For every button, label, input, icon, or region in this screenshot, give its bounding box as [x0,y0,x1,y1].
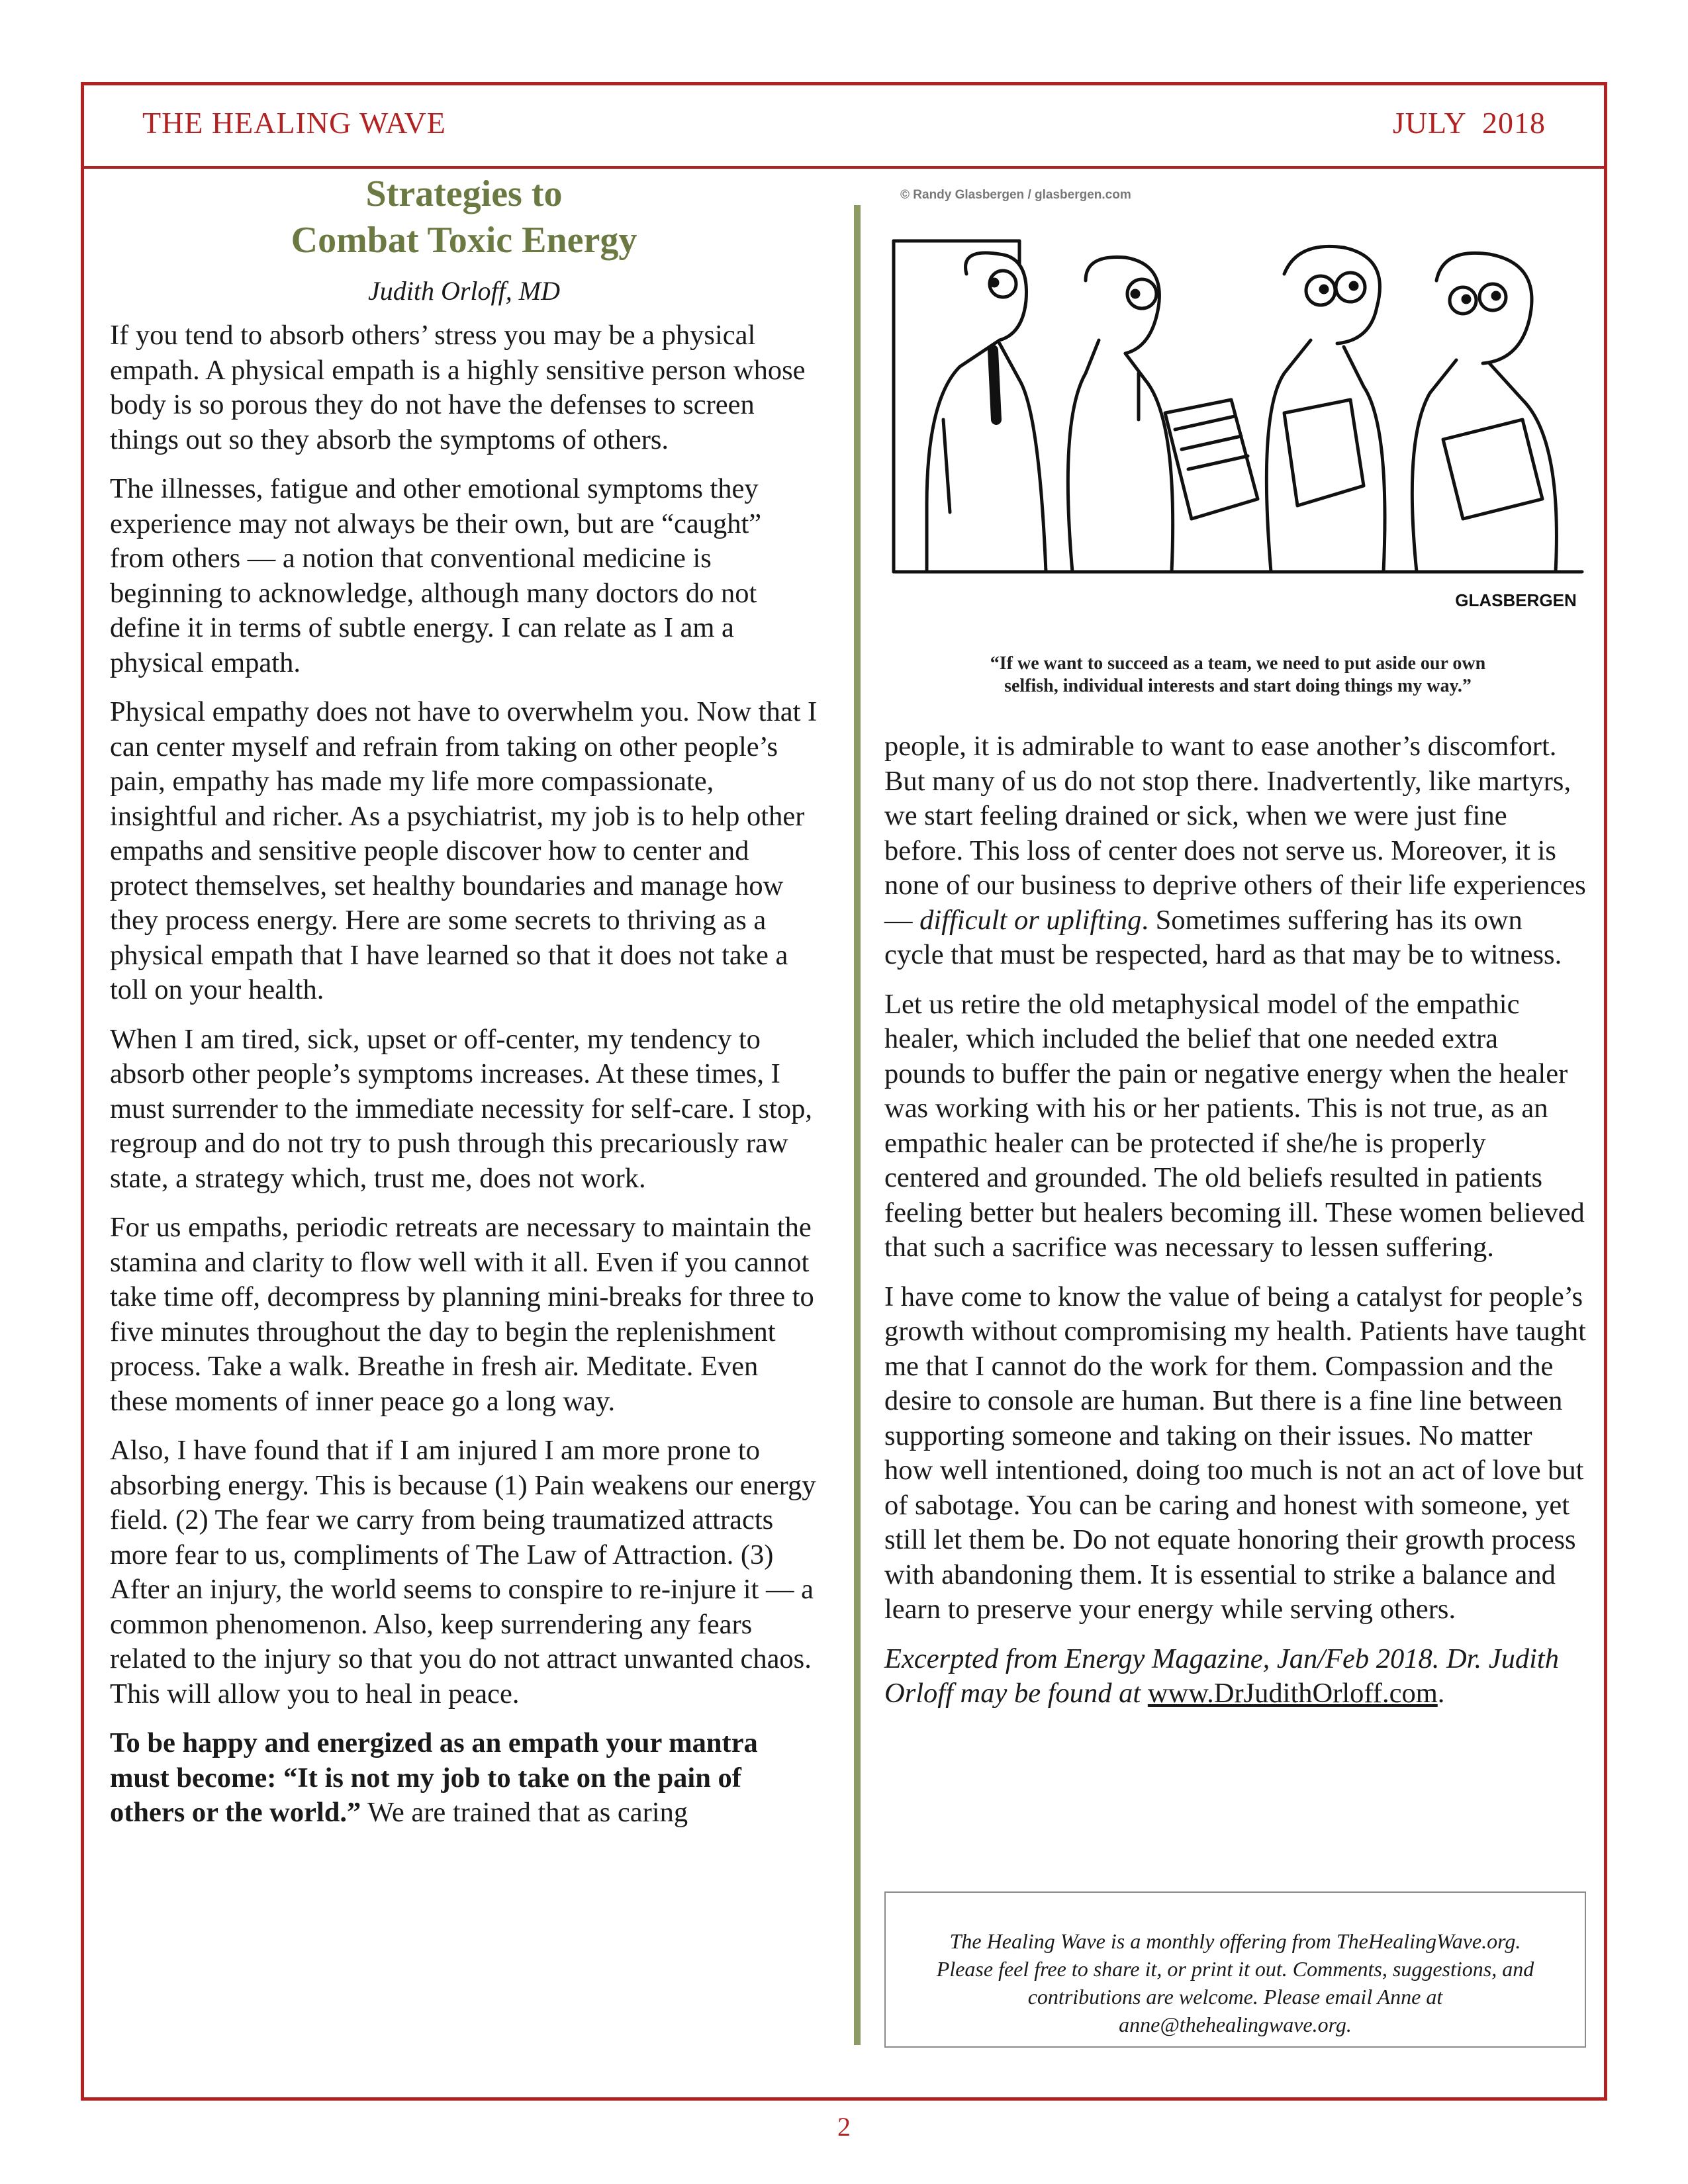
excerpt-credit [884,1642,1586,1711]
cartoon-copyright: © Randy Glasbergen / glasbergen.com [900,188,1131,202]
issue-date: JULY 2018 [1392,106,1546,140]
paragraph: I have come to know the value of being a catalyst for people’s growth without compromising my health. Patients have taught me that I cannot do the work for them. Compassion and the desire to console are human. But there is a fine line between supporting someone and taking on their issues. No matter how well intentioned, doing too much is not an act of love but of sabotage. You can be caring and honest with someone, yet still let them be. Do not equate honoring their growth process with abandoning them. It is essential to strike a balance and learn to preserve your energy while serving others. [884,1281,1586,1625]
contact-email[interactable]: anne@thehealingwave.org. [1119,2013,1352,2036]
cartoon-caption-line1: “If we want to succeed as a team, we need to put aside our own [990,653,1486,674]
info-line: Please feel free to share it, or print it out. Comments, suggestions, and [936,1957,1534,1981]
article-title-line1: Strategies to [365,173,563,214]
mantra-paragraph [110,1726,818,1831]
paragraph-text: . Sometimes suffering has its own cycle that must be respected, hard as that may be to witness. [884,904,1562,970]
mantra-continuation: We are trained that as caring [361,1797,688,1828]
page-number: 2 [837,2112,851,2142]
paragraph: Let us retire the old metaphysical model of the empathic healer, which included the belief that one needed extra pounds to buffer the pain or negative energy when the healer was working with his or her patients. This is not true, as an empathic healer can be protected if she/he is properly centered and grounded. The old beliefs resulted in patients feeling better but healers becoming ill. These women believed that such a sacrifice was necessary to lessen suffering. [884,988,1585,1263]
paragraph-text: people, it is admirable to want to ease another’s discomfort. But many of us do not stop there. Inadvertently, like martyrs, we start feeling drained or sick, when we were just fine before. This loss of center does not serve us. Moreover, it is none of our business to deprive others of their life experiences — [884,731,1586,936]
cartoon-caption-line2: selfish, individual interests and start doing things my way.” [1004,676,1472,696]
emphasis-text: difficult or uplifting [919,904,1142,936]
paragraph [884,729,1586,973]
excerpt-text: Excerpted from Energy Magazine, Jan/Feb 2018. Dr. Judith Orloff may be found at [884,1643,1559,1709]
paragraph: When I am tired, sick, upset or off-center, my tendency to absorb other people’s symptoms increases. At these times, I must surrender to the immediate necessity for self-care. I stop, regroup and do not try to push through this precariously raw state, a strategy which, trust me, does not work. [110,1023,812,1194]
left-column [110,171,818,1845]
article-author: Judith Orloff, MD [368,276,560,306]
article-title-line2: Combat Toxic Energy [291,220,637,261]
info-line: contributions are welcome. Please email Anne at [1027,1985,1443,2009]
newsletter-header [84,85,1604,169]
paragraph: Physical empathy does not have to overwhelm you. Now that I can center myself and refrain from taking on other people’s pain, empathy has made my life more compassionate, insightful and richer. As a psychiatrist, my job is to help other empaths and sensitive people discover how to center and protect themselves, set healthy boundaries and manage how they process energy. Here are some secrets to thriving as a physical empath that I have learned so that it does not take a toll on your health. [110,696,818,1005]
cartoon-caption [887,653,1589,698]
excerpt-end: . [1437,1678,1445,1709]
mantra-text: To be happy and energized as an empath your mantra must become: “It is not my job to take on the pain of others or the world.” [110,1727,758,1828]
info-line: The Healing Wave is a monthly offering from TheHealingWave.org. [949,1929,1521,1953]
cartoon-illustration [887,201,1589,664]
paragraph: Also, I have found that if I am injured I am more prone to absorbing energy. This is because (1) Pain weakens our energy field. (2) The fear we carry from being traumatized attracts more fear to us, compliments of The Law of Attraction. (3) After an injury, the world seems to conspire to re-injure it — a common phenomenon. Also, keep surrendering any fears related to the injury so that you do not attract unwanted chaos. This will allow you to heal in peace. [110,1435,816,1709]
newsletter-title: THE HEALING WAVE [142,106,446,140]
right-column [884,729,1586,1726]
newsletter-info-box [884,1891,1586,2048]
article-title [110,171,818,263]
column-divider [854,205,861,2045]
paragraph: For us empaths, periodic retreats are necessary to maintain the stamina and clarity to flow well with it all. Even if you cannot take time off, decompress by planning mini-breaks for three to five minutes throughout the day to begin the replenishment process. Take a walk. Breathe in fresh air. Meditate. Even these moments of inner peace go a long way. [110,1212,814,1417]
cartoon-signature: GLASBERGEN [1455,590,1577,610]
cartoon [887,188,1589,717]
paragraph: The illnesses, fatigue and other emotional symptoms they experience may not always be their own, but are “caught” from others — a notion that conventional medicine is beginning to acknowledge, although many doctors do not define it in terms of subtle energy. I can relate as I am a physical empath. [110,473,762,678]
author-website-link[interactable]: www.DrJudithOrloff.com [1147,1678,1438,1709]
paragraph: If you tend to absorb others’ stress you may be a physical empath. A physical empath is a highly sensitive person whose body is so porous they do not have the defenses to screen things out so they absorb the symptoms of others. [110,320,806,455]
